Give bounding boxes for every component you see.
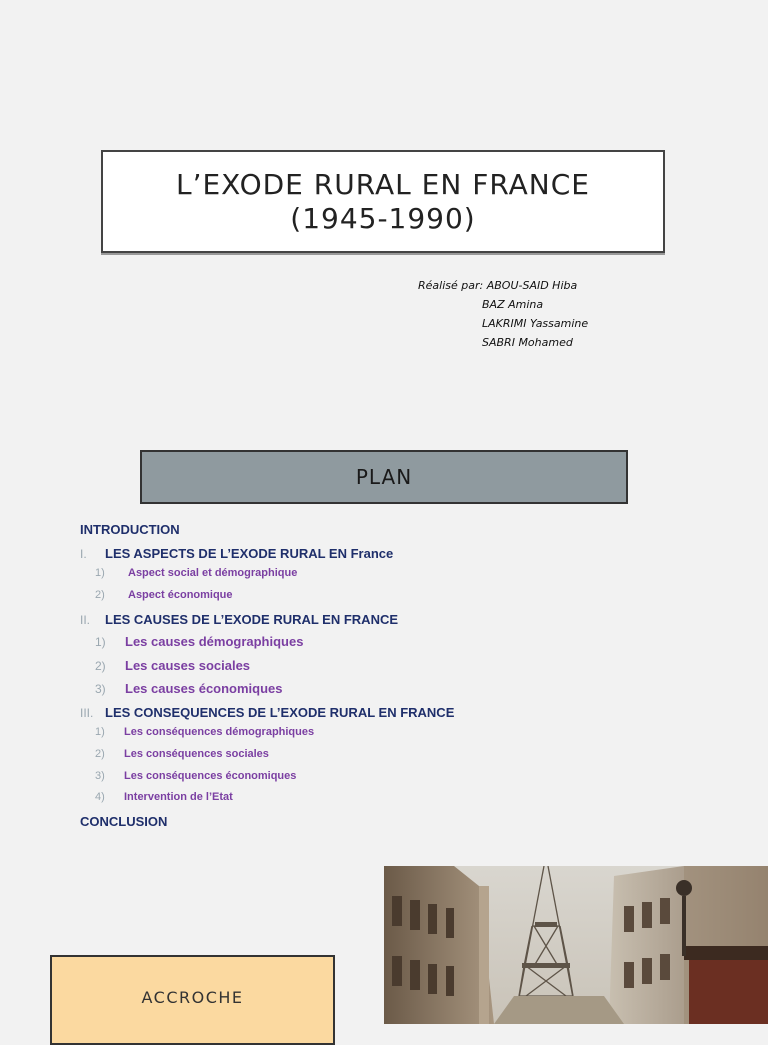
- toc-item-number: 1): [95, 635, 106, 649]
- toc-item-label: Les conséquences sociales: [124, 748, 269, 760]
- accroche-box: [50, 955, 335, 1045]
- toc-item-number: 4): [95, 791, 105, 803]
- title-box: [101, 150, 665, 253]
- toc-item: [95, 770, 296, 782]
- author-name: ABOU-SAID Hiba: [486, 279, 578, 292]
- plan-heading-box: [140, 450, 628, 504]
- paris-street-eiffel-tower-photo-icon: [384, 866, 768, 1024]
- toc-section-title: LES ASPECTS DE L’EXODE RURAL EN France: [105, 546, 394, 561]
- toc-item-number: 1): [95, 726, 105, 738]
- toc-section-2: [80, 611, 398, 629]
- toc-item-number: 2): [95, 659, 106, 673]
- toc-item-label: Les conséquences économiques: [124, 770, 297, 782]
- toc-item-label: Intervention de l’Etat: [124, 791, 233, 803]
- toc-conclusion: CONCLUSION: [80, 814, 168, 829]
- toc-item-number: 1): [95, 567, 105, 579]
- toc-introduction: INTRODUCTION: [80, 522, 180, 537]
- toc-item: [95, 633, 303, 651]
- toc-item-number: 3): [95, 682, 106, 696]
- title-line-1: L’EXODE RURAL EN FRANCE: [175, 167, 590, 201]
- author-name: LAKRIMI Yassamine: [482, 317, 589, 330]
- toc-item: [95, 791, 233, 803]
- toc-section-title: LES CAUSES DE L’EXODE RURAL EN FRANCE: [105, 612, 399, 627]
- toc-item-number: 3): [95, 770, 105, 782]
- toc-section-title: LES CONSEQUENCES DE L’EXODE RURAL EN FRANCE: [105, 705, 455, 720]
- accroche-label: ACCROCHE: [141, 988, 244, 1007]
- paris-street-photo: [384, 866, 768, 1024]
- toc-item-label: Les causes démographiques: [125, 634, 304, 649]
- toc-item-number: 2): [95, 748, 105, 760]
- plan-heading: PLAN: [355, 465, 413, 489]
- authors-label: Réalisé par:: [418, 279, 484, 292]
- toc-section-number: II.: [80, 613, 91, 627]
- toc-item-label: Aspect économique: [128, 589, 233, 601]
- toc-item: [95, 567, 297, 579]
- toc-item: [95, 589, 233, 601]
- toc-section-number: III.: [80, 706, 94, 720]
- author-name: SABRI Mohamed: [482, 336, 573, 349]
- toc-item: [95, 680, 283, 698]
- toc-item-label: Les causes économiques: [125, 681, 283, 696]
- title-line-2: (1945-1990): [290, 201, 476, 235]
- toc-section-3: [80, 704, 454, 722]
- toc-item: [95, 657, 250, 675]
- author-name: BAZ Amina: [482, 298, 544, 311]
- toc-item: [95, 748, 269, 760]
- toc-item-label: Les conséquences démographiques: [124, 726, 315, 738]
- authors-block: [418, 276, 588, 352]
- toc-item-label: Les causes sociales: [125, 658, 251, 673]
- toc-section-number: I.: [80, 547, 87, 561]
- toc-section-1: [80, 545, 393, 563]
- toc-item: [95, 726, 314, 738]
- toc-item-number: 2): [95, 589, 105, 601]
- toc-item-label: Aspect social et démographique: [128, 567, 298, 579]
